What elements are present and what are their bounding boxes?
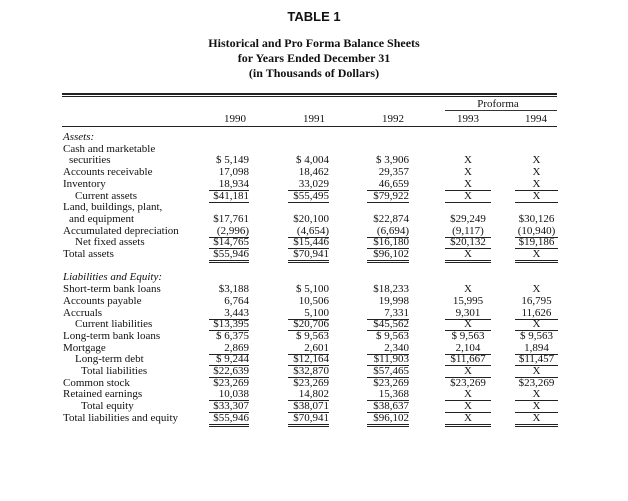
cell-1993: $20,132 <box>445 236 491 249</box>
row-label: Accounts receivable <box>63 166 153 179</box>
cell-1993: $11,667 <box>445 353 491 366</box>
cell-1991: 18,462 <box>298 166 329 179</box>
cell-1993: $29,249 <box>450 212 486 225</box>
section-heading-row <box>0 131 628 143</box>
cell-1993: X <box>445 365 491 378</box>
table-row <box>0 342 628 354</box>
cell-1993: X <box>445 248 491 263</box>
cell-1991: 2,601 <box>288 342 329 355</box>
proforma-header: Proforma <box>477 98 519 110</box>
table-row <box>0 236 628 248</box>
row-label: Cash and marketable <box>63 142 156 155</box>
year-header-1992: 1992 <box>382 113 404 125</box>
cell-1990: 10,038 <box>209 388 249 401</box>
cell-1990: 6,764 <box>224 294 249 307</box>
row-label: Accounts payable <box>63 294 142 307</box>
cell-1992: $22,874 <box>373 212 409 225</box>
cell-1992: $ 9,563 <box>376 329 409 342</box>
row-label: and equipment <box>69 212 135 225</box>
table-row <box>0 213 628 225</box>
table-row <box>0 353 628 365</box>
cell-1994 <box>515 131 558 143</box>
table-row <box>0 260 628 272</box>
table-row <box>0 248 628 260</box>
row-label: Land, buildings, plant, <box>63 201 163 214</box>
cell-1992: $23,269 <box>373 376 409 389</box>
cell-1990: $ 9,244 <box>209 353 249 366</box>
cell-1990: 18,934 <box>209 178 249 191</box>
table-row <box>0 412 628 424</box>
cell-1991: $ 4,004 <box>296 154 329 167</box>
cell-1994: X <box>515 318 558 331</box>
cell-1992: $38,637 <box>367 400 409 413</box>
year-header-1990: 1990 <box>224 113 246 125</box>
table-row <box>0 190 628 202</box>
cell-1992: 29,357 <box>378 166 409 179</box>
table-row <box>0 178 628 190</box>
row-label: Current liabilities <box>75 318 153 331</box>
cell-1993: X <box>445 400 491 413</box>
header-top-rule-inner <box>62 96 557 97</box>
cell-1993 <box>445 131 491 143</box>
cell-1993: X <box>464 283 472 296</box>
cell-1994: 11,626 <box>515 307 558 320</box>
cell-1993 <box>445 143 491 155</box>
cell-1991: $12,164 <box>288 353 329 366</box>
cell-1991: $20,706 <box>288 318 329 331</box>
row-label: Mortgage <box>63 341 106 354</box>
year-header-1993: 1993 <box>457 113 479 125</box>
cell-1990: $55,946 <box>209 248 249 263</box>
cell-1994: $11,457 <box>515 353 558 366</box>
cell-1993 <box>445 271 491 283</box>
row-label: Short-term bank loans <box>63 283 161 296</box>
row-label: securities <box>69 154 111 167</box>
row-label: Retained earnings <box>63 388 143 401</box>
row-label: Current assets <box>75 189 138 202</box>
cell-1994 <box>515 143 558 155</box>
cell-1990 <box>209 201 249 213</box>
cell-1990: $ 6,375 <box>216 329 249 342</box>
table-row <box>0 295 628 307</box>
cell-1991 <box>288 260 329 272</box>
cell-1992 <box>367 201 409 213</box>
cell-1990: $23,269 <box>213 376 249 389</box>
cell-1993: 9,301 <box>445 307 491 320</box>
cell-1990 <box>209 143 249 155</box>
table-row <box>0 318 628 330</box>
cell-1992 <box>367 260 409 272</box>
table-row <box>0 377 628 389</box>
table-number: TABLE 1 <box>287 9 341 24</box>
cell-1994: 16,795 <box>521 294 552 307</box>
table-row <box>0 330 628 342</box>
cell-1990: $3,188 <box>218 283 249 296</box>
cell-1994: X <box>515 388 558 401</box>
cell-1991: $32,870 <box>288 365 329 378</box>
cell-1994 <box>515 260 558 272</box>
cell-1993: X <box>445 190 491 203</box>
cell-1994 <box>515 271 558 283</box>
cell-1992: $ 3,906 <box>376 154 409 167</box>
row-label: Total liabilities and equity <box>63 411 179 424</box>
cell-1990: $ 5,149 <box>216 154 249 167</box>
cell-1991 <box>288 271 329 283</box>
cell-1994: X <box>515 400 558 413</box>
row-label: Accruals <box>63 306 103 319</box>
cell-1992: 19,998 <box>378 294 409 307</box>
cell-1992 <box>367 143 409 155</box>
cell-1993 <box>445 260 491 272</box>
cell-1994: X <box>515 190 558 203</box>
cell-1990: 3,443 <box>209 307 249 320</box>
cell-1992: $96,102 <box>367 412 409 427</box>
cell-1992: 7,331 <box>367 307 409 320</box>
cell-1992 <box>367 131 409 143</box>
cell-1990: (2,996) <box>209 225 249 238</box>
cell-1992: 15,368 <box>367 388 409 401</box>
cell-1990: 2,869 <box>209 342 249 355</box>
row-label: Total liabilities <box>81 365 148 377</box>
cell-1991: $15,446 <box>288 236 329 249</box>
cell-1990: $14,765 <box>209 236 249 249</box>
cell-1991: $20,100 <box>293 212 329 225</box>
cell-1994: (10,940) <box>515 225 558 238</box>
cell-1994: X <box>532 154 541 167</box>
cell-1991: 14,802 <box>288 388 329 401</box>
cell-1994: 1,894 <box>515 342 558 355</box>
cell-1992: $96,102 <box>367 248 409 263</box>
table-row <box>0 388 628 400</box>
cell-1992 <box>367 271 409 283</box>
cell-1993: (9,117) <box>445 225 491 238</box>
cell-1990: $13,395 <box>209 318 249 331</box>
table-subtitle: for Years Ended December 31 <box>237 51 391 65</box>
table-units: (in Thousands of Dollars) <box>248 66 380 80</box>
table-row <box>0 307 628 319</box>
cell-1991: $ 5,100 <box>296 283 329 296</box>
row-label: Long-term debt <box>75 353 144 366</box>
section-heading-row <box>0 271 628 283</box>
cell-1994: $30,126 <box>518 212 555 225</box>
cell-1991: 33,029 <box>288 178 329 191</box>
cell-1990: $33,307 <box>209 400 249 413</box>
cell-1992: $16,180 <box>367 236 409 249</box>
cell-1993: X <box>445 388 491 401</box>
table-row <box>0 143 628 155</box>
cell-1993: 15,995 <box>452 294 484 307</box>
cell-1994: X <box>515 412 558 427</box>
row-label: Total equity <box>81 400 134 413</box>
year-header-1991: 1991 <box>303 113 325 125</box>
row-label: Inventory <box>63 177 106 190</box>
cell-1991: $38,071 <box>288 400 329 413</box>
cell-1994: X <box>515 248 558 263</box>
row-label: Long-term bank loans <box>63 329 161 342</box>
cell-1994: $ 9,563 <box>520 329 553 342</box>
cell-1991: 5,100 <box>288 307 329 320</box>
cell-1990: 17,098 <box>218 166 249 179</box>
cell-1992: 46,659 <box>367 178 409 191</box>
table-row <box>0 154 628 166</box>
cell-1992: $11,903 <box>367 353 409 366</box>
cell-1992: $18,233 <box>373 283 409 296</box>
cell-1994: $19,186 <box>515 236 558 249</box>
table-row <box>0 201 628 213</box>
cell-1993: $ 9,563 <box>451 329 485 342</box>
cell-1991: $55,495 <box>288 190 329 203</box>
table-title: Historical and Pro Forma Balance Sheets <box>208 36 420 50</box>
cell-1993: $23,269 <box>450 376 486 389</box>
cell-1991 <box>288 143 329 155</box>
year-header-1994: 1994 <box>525 113 547 125</box>
cell-1994: X <box>532 283 541 296</box>
cell-1991: $23,269 <box>293 376 329 389</box>
header-bottom-rule <box>62 126 557 127</box>
cell-1993: X <box>445 412 491 427</box>
cell-1990: $17,761 <box>213 212 249 225</box>
cell-1991: $70,941 <box>288 412 329 427</box>
table-row <box>0 365 628 377</box>
cell-1993: X <box>445 178 491 191</box>
cell-1991: $ 9,563 <box>296 329 329 342</box>
cell-1994 <box>515 201 558 213</box>
cell-1993: X <box>464 166 472 179</box>
cell-1993: X <box>445 318 491 331</box>
section-heading: Liabilities and Equity: <box>63 271 162 284</box>
cell-1992: (6,694) <box>367 225 409 238</box>
cell-1991: (4,654) <box>288 225 329 238</box>
cell-1991 <box>288 201 329 213</box>
cell-1993 <box>445 201 491 213</box>
table-row <box>0 225 628 237</box>
cell-1992: $57,465 <box>367 365 409 378</box>
cell-1992: $45,562 <box>367 318 409 331</box>
row-label: Common stock <box>63 376 130 389</box>
cell-1994: X <box>515 365 558 378</box>
cell-1990 <box>209 131 249 143</box>
cell-1994: $23,269 <box>518 376 555 389</box>
row-label: Total assets <box>63 248 114 260</box>
cell-1991: $70,941 <box>288 248 329 263</box>
section-heading: Assets: <box>63 131 95 143</box>
cell-1991: 10,506 <box>298 294 329 307</box>
table-row <box>0 283 628 295</box>
cell-1990 <box>209 271 249 283</box>
cell-1992: 2,340 <box>367 342 409 355</box>
table-row <box>0 400 628 412</box>
cell-1990: $22,639 <box>209 365 249 378</box>
row-label: Accumulated depreciation <box>63 224 179 237</box>
table-row <box>0 166 628 178</box>
cell-1990: $55,946 <box>209 412 249 427</box>
row-label: Net fixed assets <box>75 236 145 249</box>
cell-1993: 2,104 <box>445 342 491 355</box>
cell-1994: X <box>515 178 558 191</box>
header-top-rule <box>62 93 557 95</box>
proforma-underline <box>445 110 557 111</box>
cell-1994: X <box>532 166 541 179</box>
cell-1992: $79,922 <box>367 190 409 203</box>
cell-1990: $41,181 <box>209 190 249 203</box>
cell-1993: X <box>464 154 472 167</box>
cell-1990 <box>209 260 249 272</box>
cell-1991 <box>288 131 329 143</box>
